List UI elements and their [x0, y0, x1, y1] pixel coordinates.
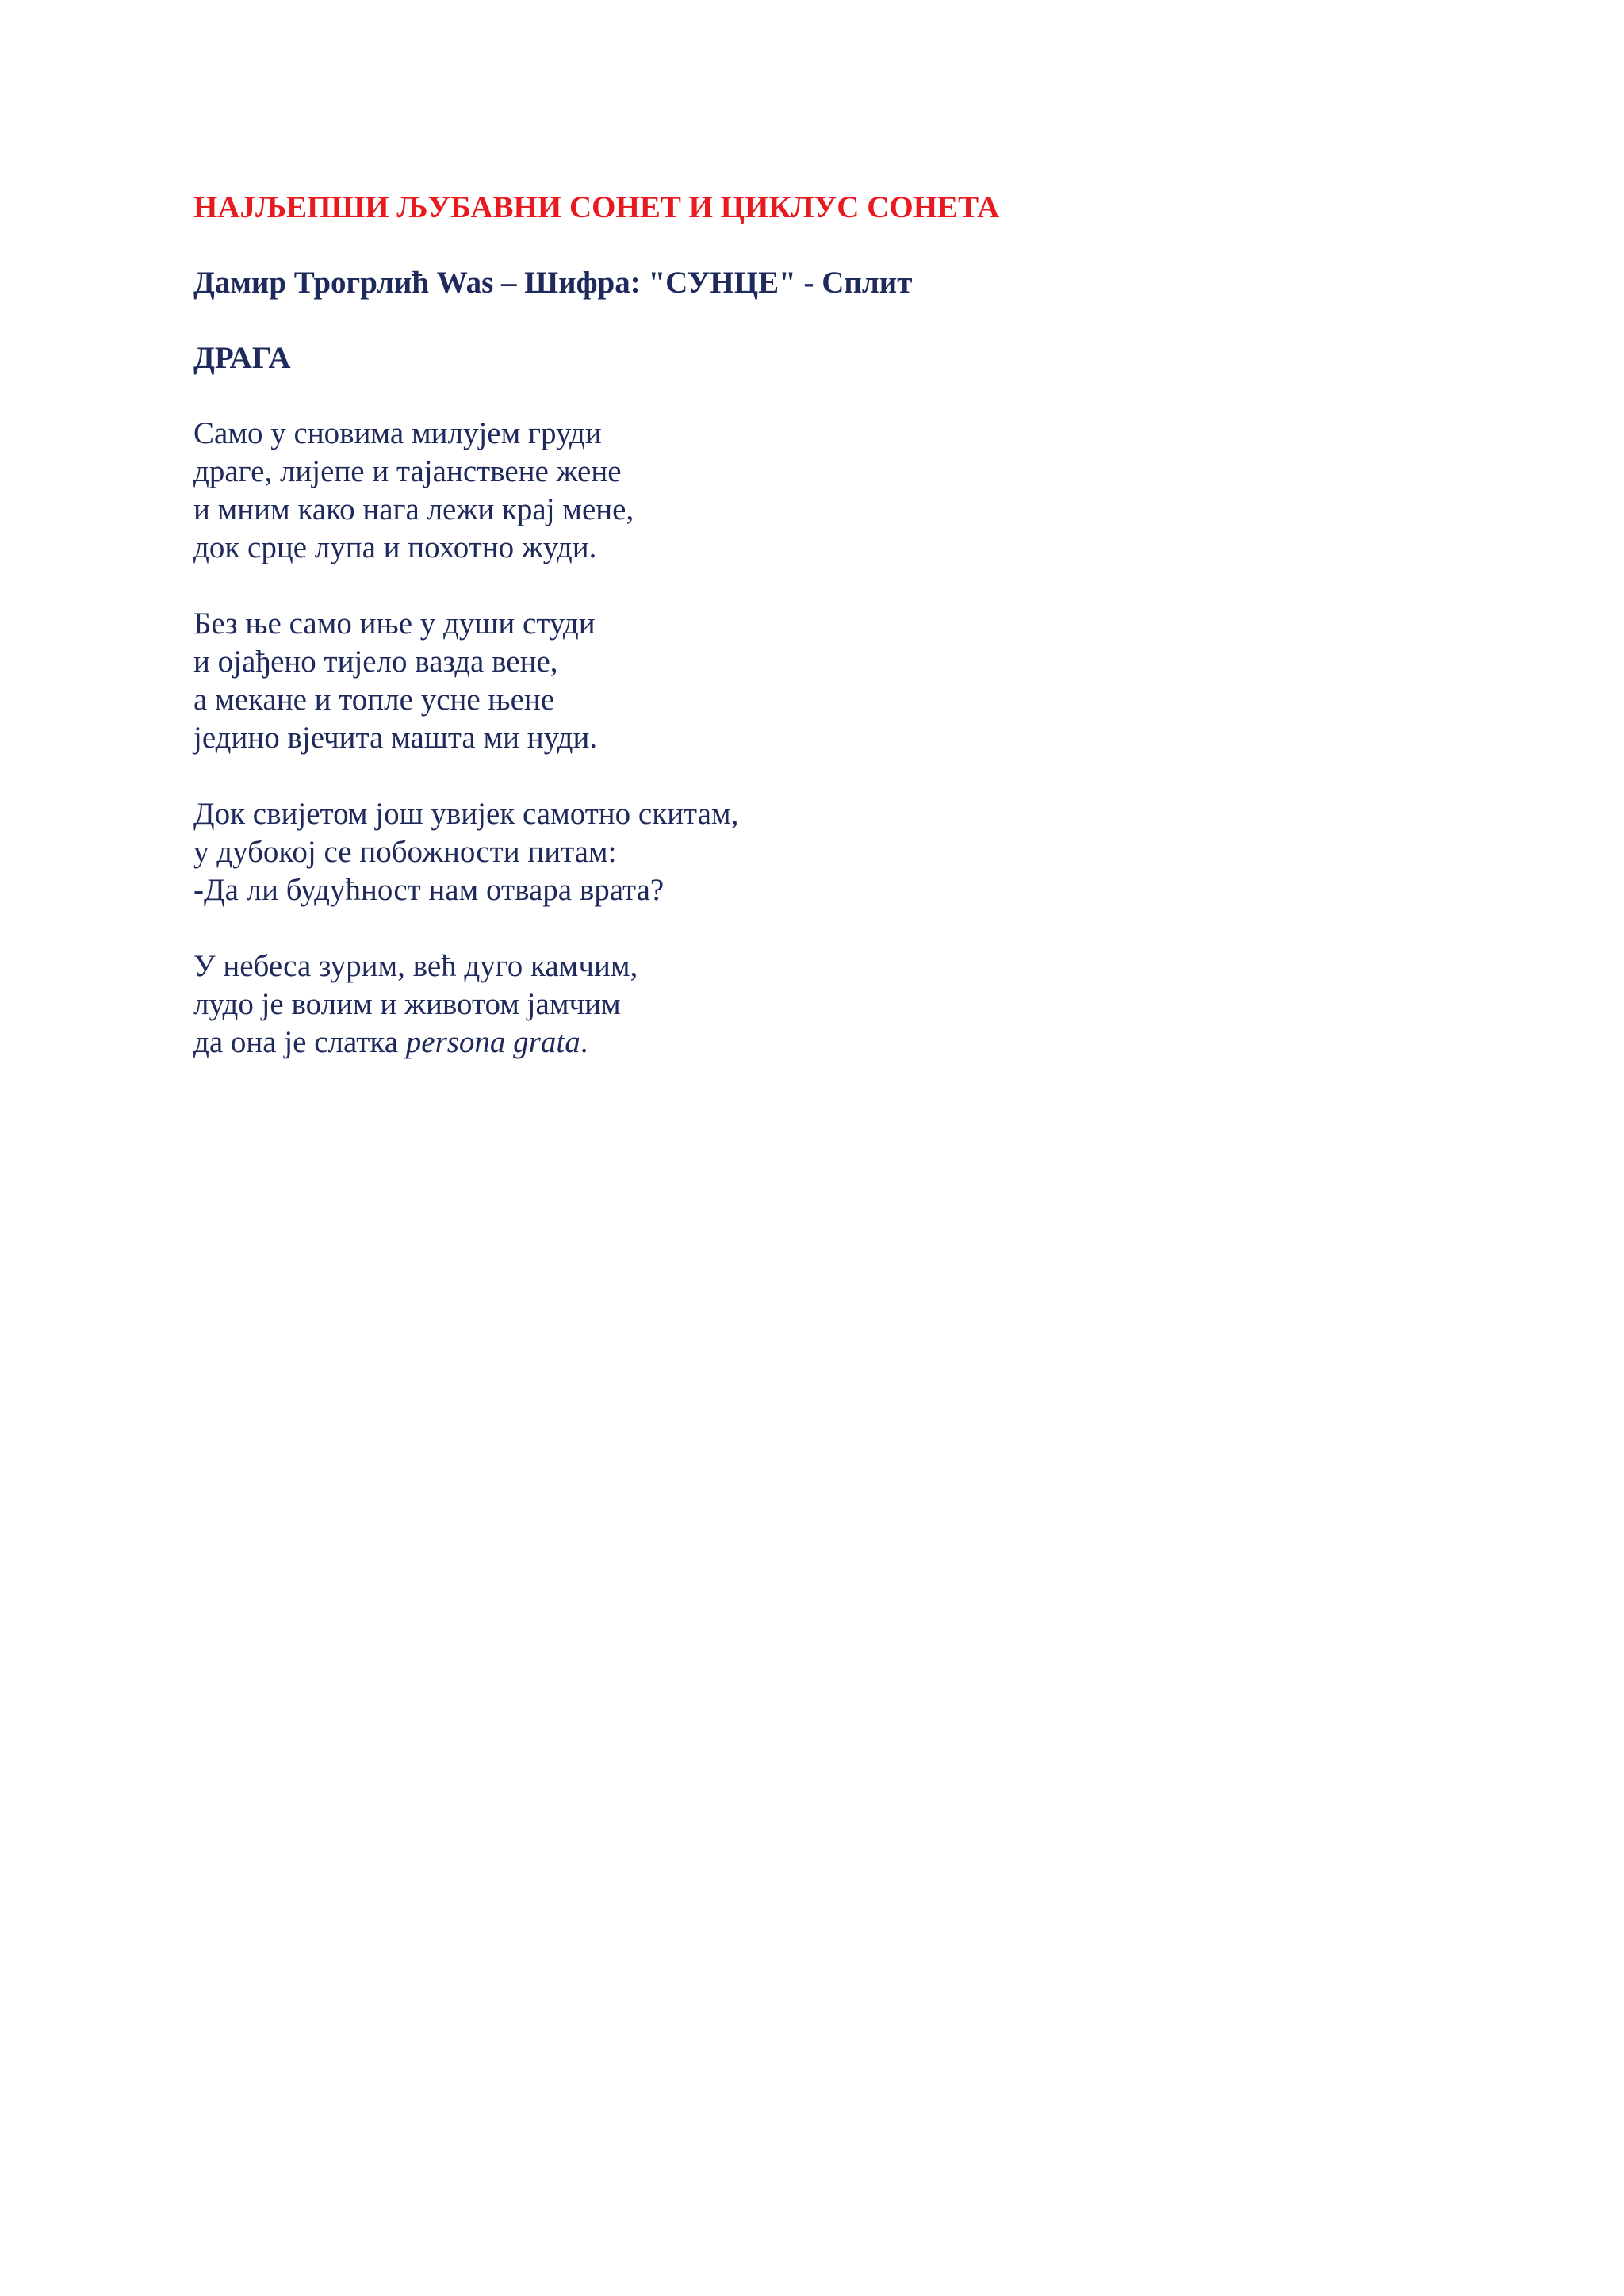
poem-last-line: [193, 1024, 1462, 1062]
poem-title: ДРАГА: [193, 341, 291, 375]
poem-line: лудо је волим и животом јамчим: [193, 987, 621, 1021]
poem-line: У небеса зурим, већ дуго камчим,: [193, 949, 638, 983]
poem-line: док срце лупа и похотно жуди.: [193, 530, 597, 564]
poem-line: и ојађено тијело вазда вене,: [193, 645, 558, 679]
stanza-1: [193, 415, 1462, 567]
poem-line: -Да ли будућност нам отвара врата?: [193, 873, 665, 907]
poem-line: а мекане и топле усне њене: [193, 683, 555, 717]
last-line-suffix: .: [580, 1025, 588, 1059]
poem-line: Док свијетом још увијек самотно скитам,: [193, 797, 739, 831]
main-heading: НАЈЉЕПШИ ЉУБАВНИ СОНЕТ И ЦИКЛУС СОНЕТА: [193, 190, 1000, 224]
poem-line: драге, лијепе и тајанствене жене: [193, 454, 622, 488]
poem-line: једино вјечита машта ми нуди.: [193, 721, 598, 755]
stanza-2: [193, 605, 1462, 757]
poem-line: Без ње само иње у души студи: [193, 607, 596, 641]
poem-line: и мним како нага лежи крај мене,: [193, 492, 634, 526]
poem-line: Само у сновима милујем груди: [193, 416, 602, 450]
stanza-4: [193, 947, 1462, 1062]
poem-line: у дубокој се побожности питам:: [193, 835, 617, 869]
stanza-3: [193, 795, 1462, 909]
last-line-prefix: да она је слатка: [193, 1025, 406, 1059]
author-line: Дамир Трогрлић Was – Шифра: "СУНЦЕ" - Сплит: [193, 266, 913, 300]
last-line-italic: persona grata: [405, 1025, 580, 1059]
document-content: [193, 189, 1462, 1100]
poem-body: [193, 415, 1462, 1062]
